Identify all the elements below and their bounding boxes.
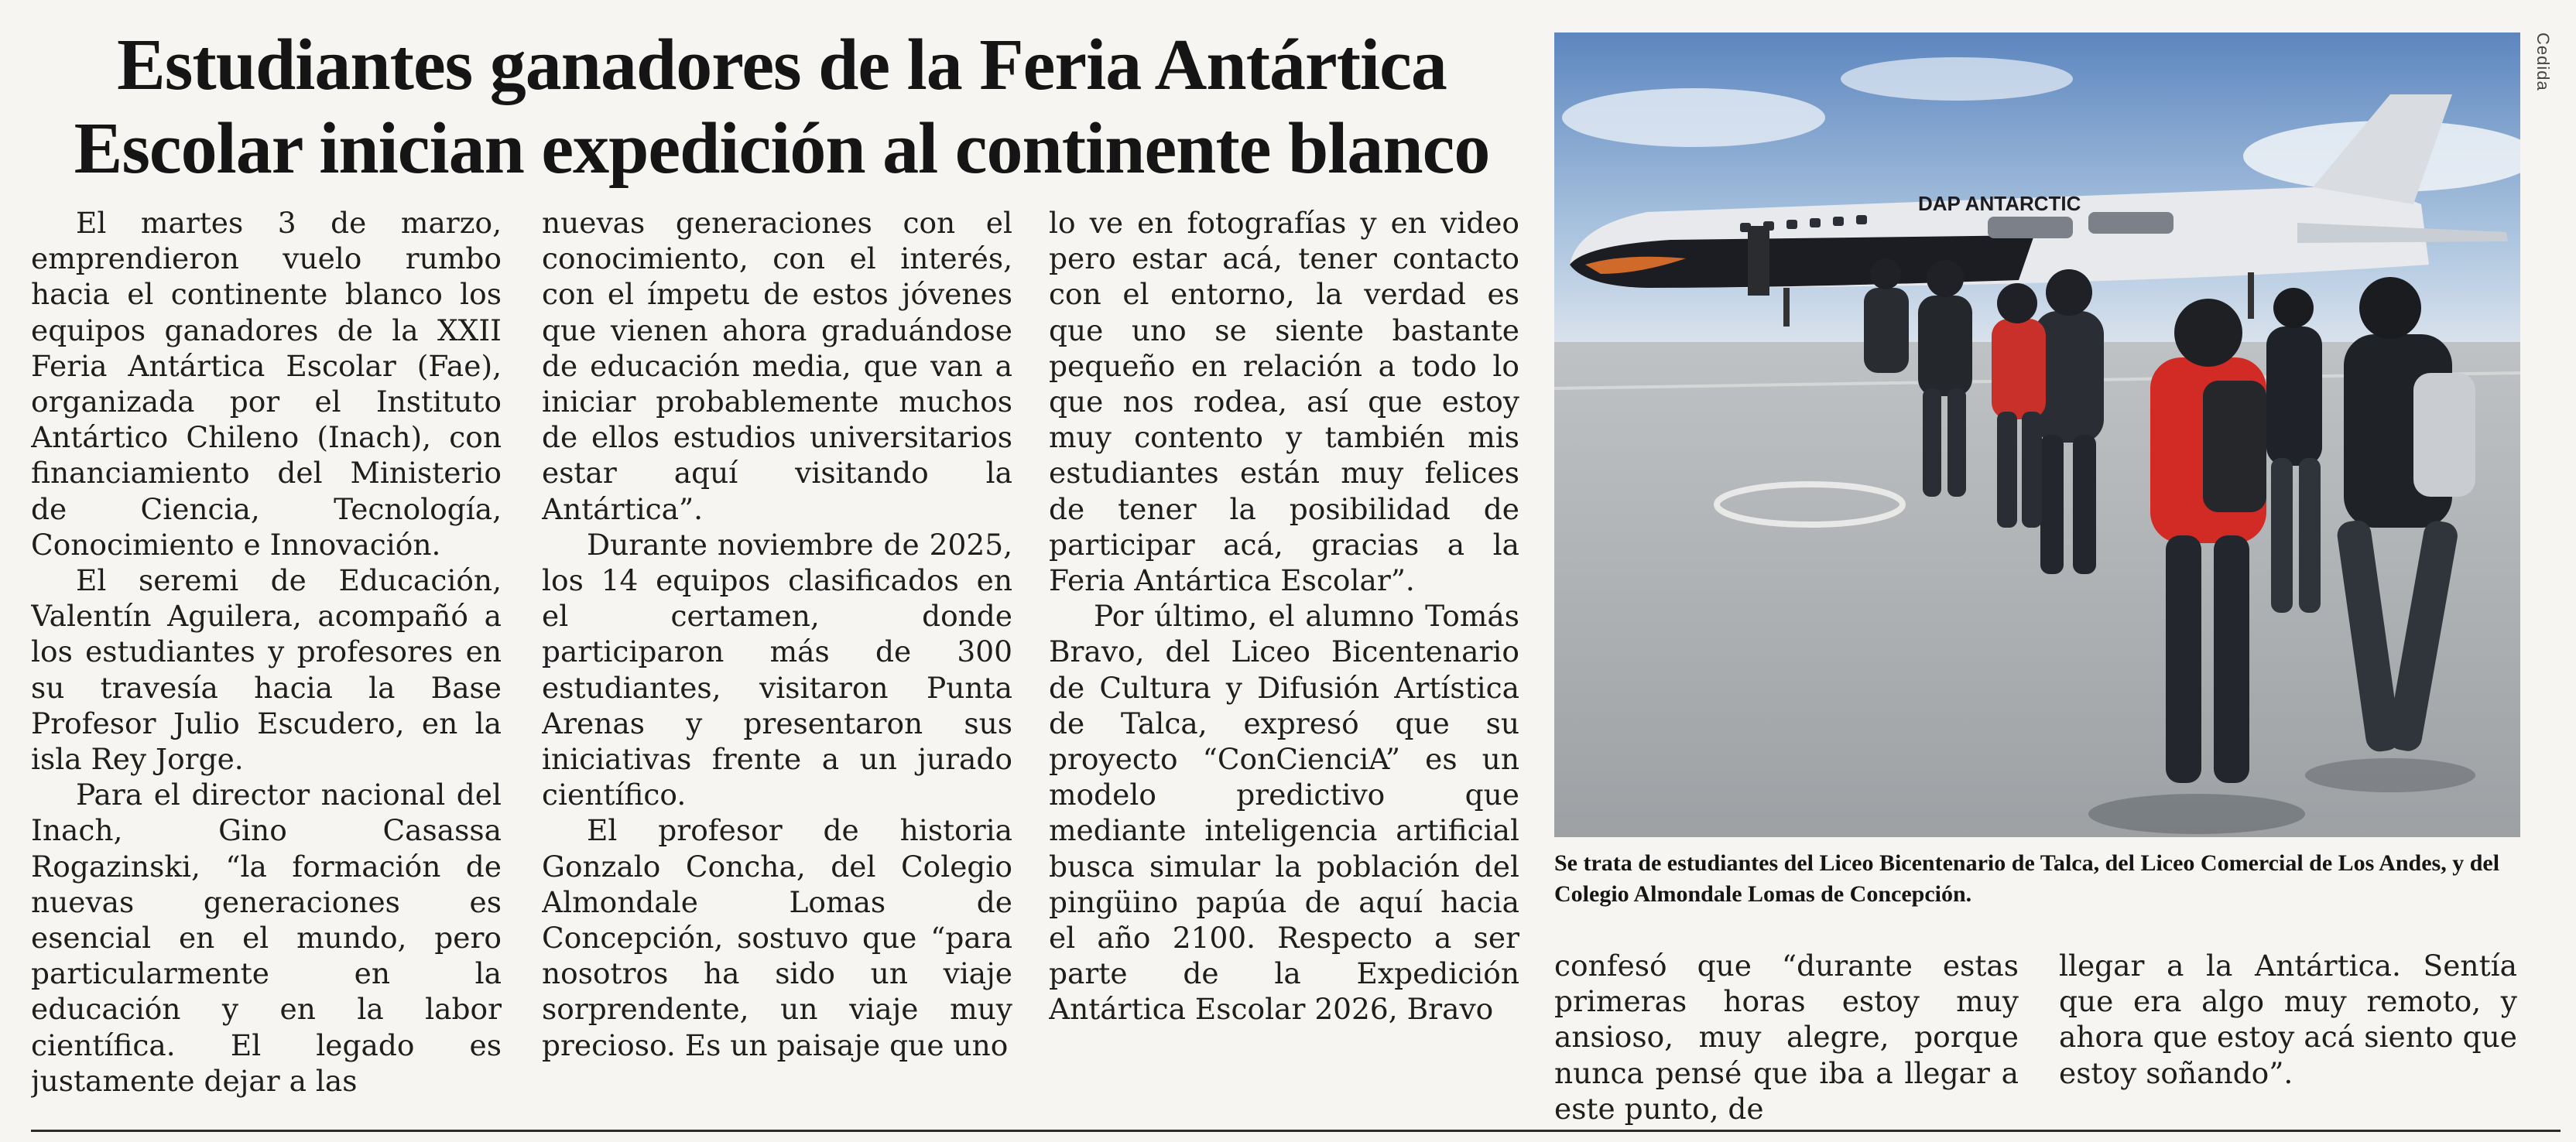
paragraph: Para el director nacional del Inach, Gino Casassa Rogazinski, “la formación de nuevas generaciones es esencial en el mundo, pero particularmente en la educación y en la labor científica. El legado es justamente dejar a las [31, 778, 502, 1098]
paragraph: Por último, el alumno Tomás Bravo, del Liceo Bicentenario de Cultura y Difusión Artística de Talca, expresó que su proyecto “ConCienciA” es un modelo predictivo que mediante inteligencia artificial busca simular la población del pingüino papúa de aquí hacia el año 2100. Respecto a ser parte de la Expedición Antártica Escolar 2026, Bravo [1049, 599, 1519, 1027]
article-column-3 [1049, 205, 1519, 1122]
paragraph: confesó que “durante estas primeras horas estoy muy ansioso, muy alegre, porque nunca pensé que iba a llegar a este punto, de [1554, 949, 2019, 1126]
article-photo [1554, 32, 2520, 837]
article-column-4 [1554, 948, 2019, 1126]
paragraph: llegar a la Antártica. Sentía que era algo muy remoto, y ahora que estoy acá siento que estoy soñando”. [2059, 949, 2517, 1090]
headline-line-1: Estudiantes ganadores de la Feria Antártica [117, 25, 1447, 105]
article-column-2 [542, 205, 1012, 1122]
paragraph: El martes 3 de marzo, emprendieron vuelo rumbo hacia el continente blanco los equipos ganadores de la XXII Feria Antártica Escolar (Fae), organizada por el Instituto Antártico Chileno (Inach), con financiamiento del Ministerio de Ciencia, Tecnología, Conocimiento e Innovación. [31, 206, 502, 562]
article-column-5 [2059, 948, 2517, 1126]
photo-credit: Cedida [2533, 32, 2553, 91]
paragraph: El seremi de Educación, Valentín Aguilera, acompañó a los estudiantes y profesores en su travesía hacia la Base Profesor Julio Escudero, en la isla Rey Jorge. [31, 563, 502, 777]
headline [31, 23, 1533, 190]
aircraft-livery-text: DAP ANTARCTIC [1918, 192, 2081, 215]
paragraph: lo ve en fotografías y en video pero estar acá, tener contacto con el entorno, la verdad es que uno se siente bastante pequeño en relación a todo lo que nos rodea, así que estoy muy contento y también mis estudiantes están muy felices de tener la posibilidad de participar acá, gracias a la Feria Antártica Escolar”. [1049, 206, 1519, 598]
paragraph: nuevas generaciones con el conocimiento, con el interés, con el ímpetu de estos jóvenes que vienen ahora graduándose de educación media, que van a iniciar probablemente muchos de ellos estudios universitarios estar aquí visitando la Antártica”. [542, 206, 1012, 526]
photo-caption: Se trata de estudiantes del Liceo Bicentenario de Talca, del Liceo Comercial de Los Andes, y del Colegio Almondale Lomas de Concepción. [1554, 850, 2500, 907]
headline-line-2: Escolar inician expedición al continente blanco [74, 108, 1490, 189]
paragraph: Durante noviembre de 2025, los 14 equipos clasificados en el certamen, donde participaron más de 300 estudiantes, visitaron Punta Arenas y presentaron sus iniciativas frente a un jurado científico. [542, 527, 1012, 812]
paragraph: El profesor de historia Gonzalo Concha, del Colegio Almondale Lomas de Concepción, sostuvo que “para nosotros ha sido un viaje sorprendente, un viaje muy precioso. Es un paisaje que uno [542, 813, 1012, 1062]
article-column-1 [31, 205, 502, 1122]
bottom-rule [31, 1130, 2561, 1132]
